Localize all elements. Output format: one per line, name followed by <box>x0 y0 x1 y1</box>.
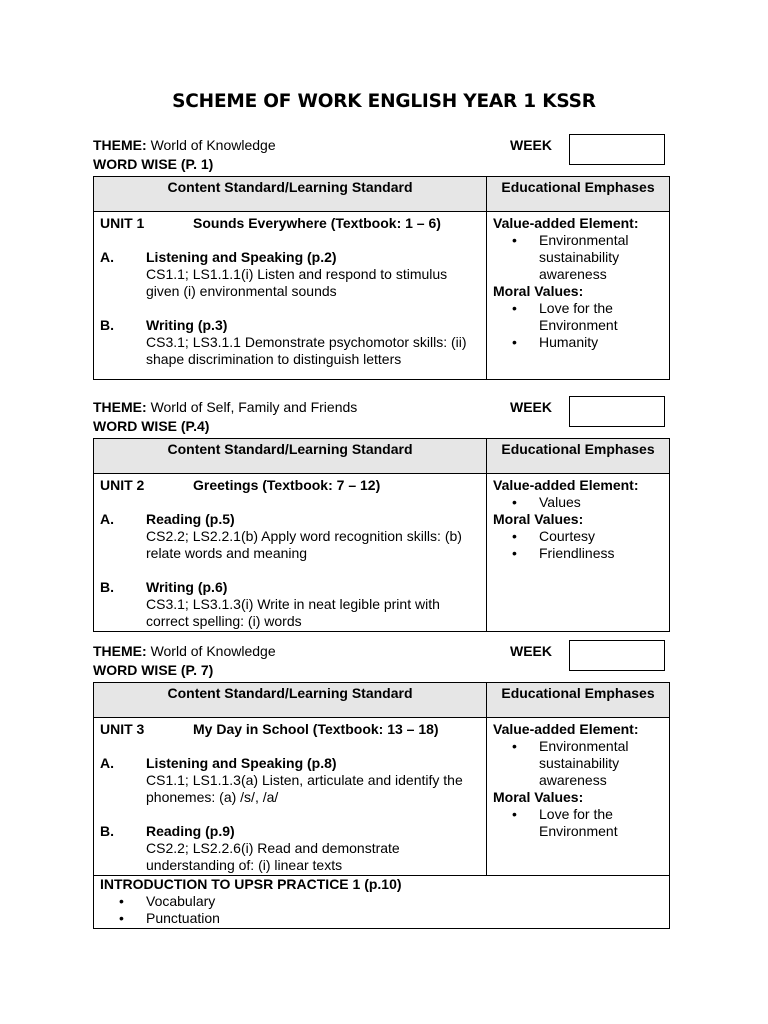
unit-title: Sounds Everywhere (Textbook: 1 – 6) <box>193 215 441 231</box>
unit-heading <box>100 215 480 232</box>
theme-line <box>93 137 276 154</box>
skill-letter: A. <box>100 511 114 527</box>
upsr-practice-list <box>100 893 663 927</box>
skill-heading <box>100 317 480 334</box>
skill-heading <box>100 249 480 266</box>
list-item: • Values <box>493 494 663 511</box>
emphases-cell <box>487 212 670 380</box>
theme-line <box>93 643 276 660</box>
skill-name: Reading (p.9) <box>146 823 235 839</box>
skill-heading <box>100 755 480 772</box>
document-title: SCHEME OF WORK ENGLISH YEAR 1 KSSR <box>172 91 596 112</box>
skill-heading <box>100 823 480 840</box>
skill-description: CS1.1; LS1.1.3(a) Listen, articulate and identify the phonemes: (a) /s/, /a/ <box>146 772 463 805</box>
skill-description: CS3.1; LS3.1.3(i) Write in neat legible print with correct spelling: (i) words <box>146 596 440 629</box>
value-added-label: Value-added Element: <box>493 721 639 737</box>
week-label: WEEK <box>510 643 552 659</box>
week-label: WEEK <box>510 137 552 153</box>
unit-heading <box>100 721 480 738</box>
theme-label: THEME: <box>93 643 147 659</box>
content-standard-header: Content Standard/Learning Standard <box>94 439 487 474</box>
upsr-practice-cell <box>94 876 670 929</box>
content-standard-header: Content Standard/Learning Standard <box>94 177 487 212</box>
emphases-cell <box>487 474 670 632</box>
week-input-box[interactable] <box>569 396 665 427</box>
unit-heading <box>100 477 480 494</box>
skill-name: Reading (p.5) <box>146 511 235 527</box>
moral-values-label: Moral Values: <box>493 511 584 527</box>
scheme-table <box>93 176 670 380</box>
week-input-box[interactable] <box>569 134 665 165</box>
upsr-practice-title: INTRODUCTION TO UPSR PRACTICE 1 (p.10) <box>100 876 402 892</box>
list-item: • Love for the Environment <box>493 300 663 334</box>
content-cell <box>94 718 487 876</box>
list-item: • Humanity <box>493 334 663 351</box>
skill-heading <box>100 579 480 596</box>
list-item: • Punctuation <box>100 910 663 927</box>
moral-values-label: Moral Values: <box>493 283 584 299</box>
scheme-table <box>93 438 670 632</box>
value-added-label: Value-added Element: <box>493 477 639 493</box>
skill-letter: A. <box>100 249 114 265</box>
theme-value: World of Knowledge <box>150 137 276 153</box>
theme-line <box>93 399 357 416</box>
list-item: • Love for the Environment <box>493 806 663 840</box>
word-wise-label: WORD WISE (P. 1) <box>93 156 214 172</box>
skill-letter: B. <box>100 823 114 839</box>
skill-name: Listening and Speaking (p.2) <box>146 249 337 265</box>
word-wise-label: WORD WISE (P. 7) <box>93 662 214 678</box>
theme-label: THEME: <box>93 137 147 153</box>
list-item: • Environmental sustainability awareness <box>493 232 663 283</box>
list-item: • Vocabulary <box>100 893 663 910</box>
emphases-cell <box>487 718 670 876</box>
skill-description: CS2.2; LS2.2.6(i) Read and demonstrate understanding of: (i) linear texts <box>146 840 400 873</box>
content-cell <box>94 474 487 632</box>
content-standard-header: Content Standard/Learning Standard <box>94 683 487 718</box>
theme-label: THEME: <box>93 399 147 415</box>
value-added-list <box>493 232 663 283</box>
theme-value: World of Knowledge <box>150 643 276 659</box>
word-wise-label: WORD WISE (P.4) <box>93 418 210 434</box>
list-item: • Friendliness <box>493 545 663 562</box>
value-added-list <box>493 494 663 511</box>
skill-description: CS3.1; LS3.1.1 Demonstrate psychomotor skills: (ii) shape discrimination to distinguish letters <box>146 334 467 367</box>
list-item: • Courtesy <box>493 528 663 545</box>
educational-emphases-header: Educational Emphases <box>487 177 670 212</box>
educational-emphases-header: Educational Emphases <box>487 439 670 474</box>
unit-title: Greetings (Textbook: 7 – 12) <box>193 477 381 493</box>
unit-number: UNIT 3 <box>100 721 145 737</box>
unit-number: UNIT 1 <box>100 215 145 231</box>
skill-letter: B. <box>100 317 114 333</box>
week-label: WEEK <box>510 399 552 415</box>
skill-name: Writing (p.6) <box>146 579 228 595</box>
value-added-label: Value-added Element: <box>493 215 639 231</box>
unit-title: My Day in School (Textbook: 13 – 18) <box>193 721 439 737</box>
skill-description: CS1.1; LS1.1.1(i) Listen and respond to stimulus given (i) environmental sounds <box>146 266 448 299</box>
moral-values-list <box>493 528 663 562</box>
skill-letter: B. <box>100 579 114 595</box>
theme-value: World of Self, Family and Friends <box>150 399 358 415</box>
moral-values-list <box>493 806 663 840</box>
list-item: • Environmental sustainability awareness <box>493 738 663 789</box>
skill-description: CS2.2; LS2.2.1(b) Apply word recognition skills: (b) relate words and meaning <box>146 528 462 561</box>
week-input-box[interactable] <box>569 640 665 671</box>
unit-number: UNIT 2 <box>100 477 145 493</box>
moral-values-label: Moral Values: <box>493 789 584 805</box>
value-added-list <box>493 738 663 789</box>
skill-letter: A. <box>100 755 114 771</box>
skill-name: Listening and Speaking (p.8) <box>146 755 337 771</box>
moral-values-list <box>493 300 663 351</box>
skill-name: Writing (p.3) <box>146 317 228 333</box>
content-cell <box>94 212 487 380</box>
educational-emphases-header: Educational Emphases <box>487 683 670 718</box>
skill-heading <box>100 511 480 528</box>
scheme-table <box>93 682 670 929</box>
